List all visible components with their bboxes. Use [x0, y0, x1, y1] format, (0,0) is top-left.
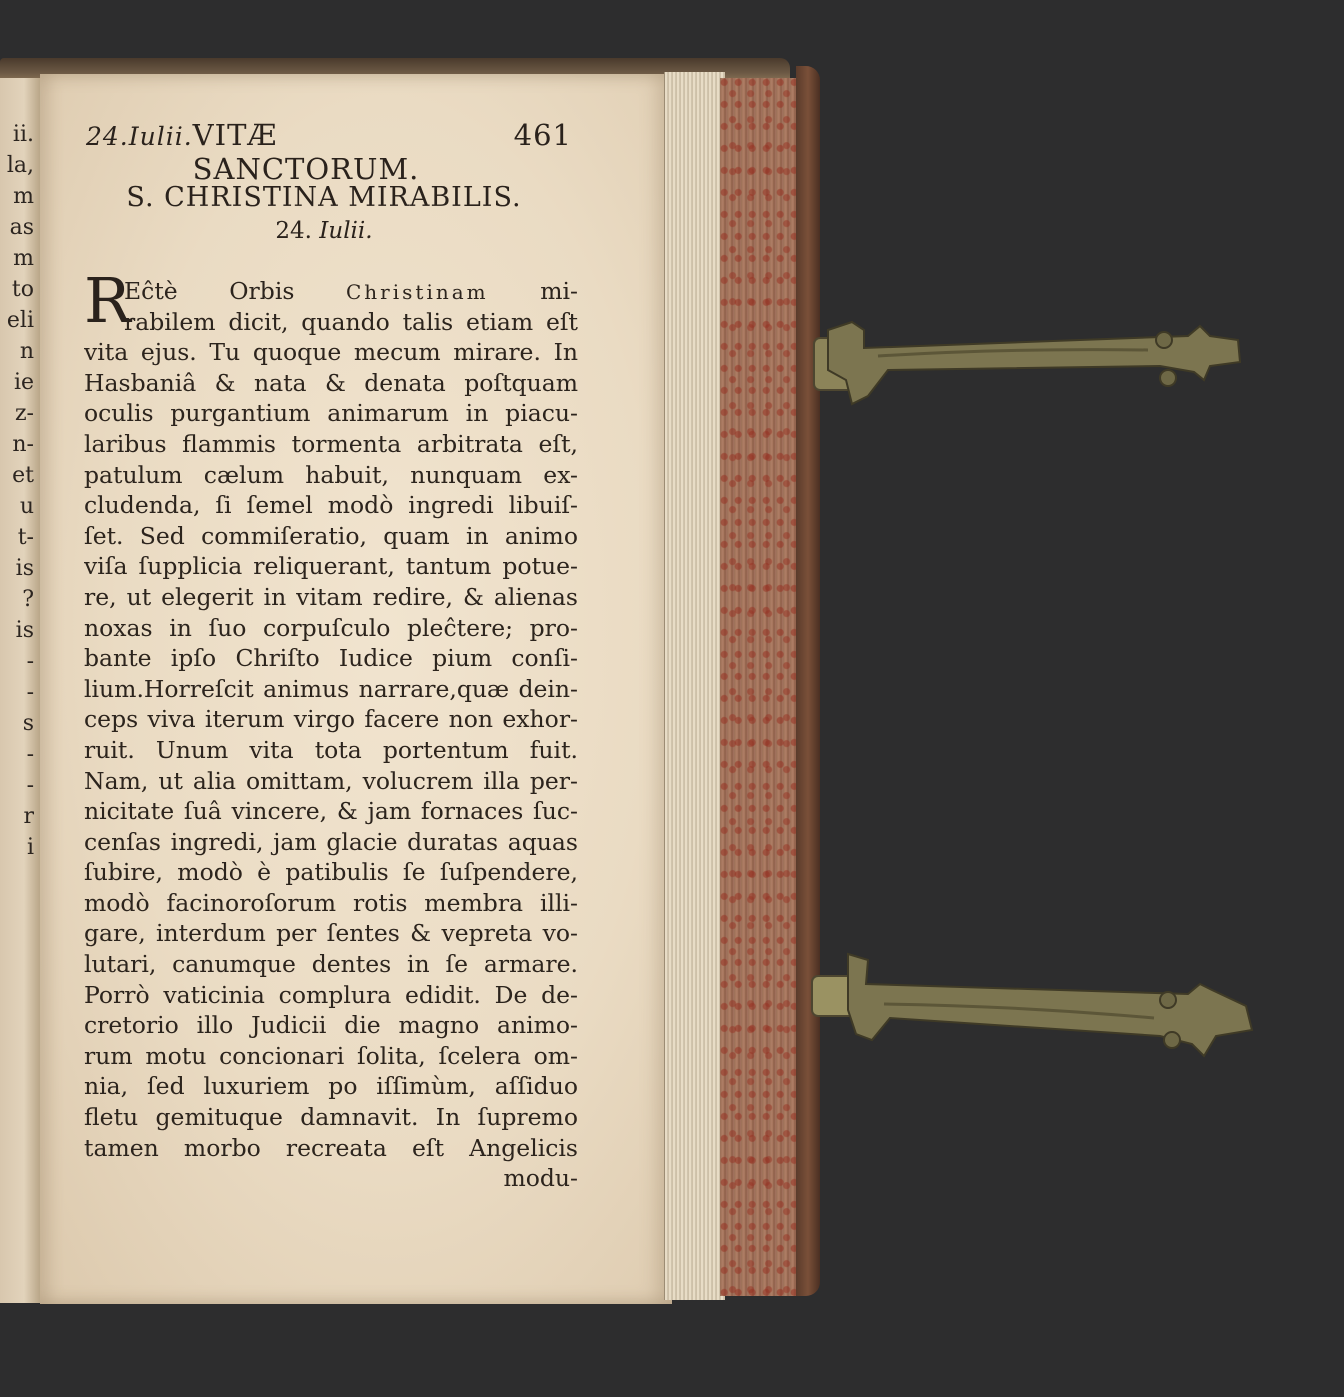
chapter-date-day: 24. [275, 218, 312, 244]
first-line-small-caps: Christinam [346, 280, 489, 304]
left-page-fragment: m [13, 246, 34, 271]
lower-brass-clasp [808, 940, 1268, 1070]
chapter-title: S. CHRISTINA MIRABILIS. [126, 182, 522, 213]
left-page-fragment: - [26, 680, 34, 705]
chapter-date [110, 218, 538, 244]
body-line: Nam, ut alia omittam, volucrem illa per- [84, 766, 578, 795]
left-page-fragment: ie [13, 370, 34, 395]
body-line: ſet. Sed commiſeratio, quam in animo [84, 521, 578, 550]
sprinkled-fore-edge [720, 78, 802, 1296]
body-line: bante ipſo Chriſto Iudice pium conſi- [84, 644, 578, 673]
body-line: re, ut elegerit in vitam redire, & alienas [84, 582, 578, 611]
left-page-fragment: to [11, 277, 34, 302]
first-line-pre: Eĉtè Orbis [124, 277, 295, 305]
body-line: rabilem dicit, quando talis etiam eſt [124, 307, 578, 336]
body-line: tamen morbo recreata eſt Angelicis [84, 1133, 578, 1162]
body-line: cretorio illo Judicii die magno animo- [84, 1011, 578, 1040]
page-block [664, 72, 725, 1300]
catchword: modu- [503, 1164, 578, 1193]
body-line: cludenda, ſi ſemel modò ingredi libuiſ- [84, 491, 578, 520]
left-page-fragment: s [22, 711, 34, 736]
body-line: ruit. Unum vita tota portentum fuit. [84, 735, 578, 764]
left-page-fragment: ? [22, 587, 34, 612]
body-line: Porrò vaticinia complura edidit. De de- [84, 980, 578, 1009]
running-head [86, 118, 572, 186]
left-page-fragment: is [15, 556, 34, 581]
running-head-date: 24.Iulii. [86, 122, 193, 151]
body-line: viſa ſupplicia reliquerant, tantum potue- [84, 552, 578, 581]
body-line: lutari, canumque dentes in ſe armare. [84, 950, 578, 979]
left-page-fragment: la, [6, 153, 34, 178]
left-page-fragment: r [23, 804, 34, 829]
upper-brass-clasp [808, 300, 1258, 420]
body-line: lium.Horreſcit animus narrare,quæ dein- [84, 674, 578, 703]
left-page-fragment: as [9, 215, 34, 240]
left-page-fragment: - [26, 773, 34, 798]
body-line: vita ejus. Tu quoque mecum mirare. In [84, 338, 578, 367]
body-text [84, 276, 578, 1194]
left-page-fragment: n [19, 339, 34, 364]
body-line: cenſas ingredi, jam glacie duratas aquas [84, 827, 578, 856]
body-line: patulum cælum habuit, nunquam ex- [84, 460, 578, 489]
left-page-fragment: et [12, 463, 34, 488]
drop-cap: R [84, 264, 131, 337]
left-page-fragment: z- [14, 401, 34, 426]
left-page-fragment: is [15, 618, 34, 643]
left-facing-page [0, 78, 42, 1303]
body-line: nia, ſed luxuriem po iſſimùm, aſſiduo [84, 1072, 578, 1101]
left-page-fragment: - [26, 649, 34, 674]
body-line-first [84, 276, 578, 307]
left-page-fragment: i [26, 835, 34, 860]
left-page-fragment: n- [12, 432, 34, 457]
leather-cover-edge [796, 66, 820, 1296]
left-page-fragment: eli [6, 308, 34, 333]
body-line: oculis purgantium animarum in piacu- [84, 399, 578, 428]
left-page-fragment: - [26, 742, 34, 767]
left-page-fragment: ii. [12, 122, 34, 147]
first-line-post: mi- [540, 277, 578, 305]
left-page-fragment: m [13, 184, 34, 209]
body-line: noxas in ſuo corpuſculo pleĉtere; pro- [84, 613, 578, 642]
running-head-title: VITÆ SANCTORUM. [192, 118, 420, 186]
body-line: fletu gemituque damnavit. In ſupremo [84, 1103, 578, 1132]
body-line: ceps viva iterum virgo facere non exhor- [84, 705, 578, 734]
body-line: rum motu concionari ſolita, ſcelera om- [84, 1041, 578, 1070]
body-line: Hasbaniâ & nata & denata poſtquam [84, 368, 578, 397]
body-line: nicitate ſuâ vincere, & jam fornaces ſuc- [84, 797, 578, 826]
page-number: 461 [513, 118, 572, 152]
chapter-date-month: Iulii. [319, 218, 373, 244]
body-line: modò facinoroſorum rotis membra illi- [84, 888, 578, 917]
body-line: ſubire, modò è patibulis ſe ſuſpendere, [84, 858, 578, 887]
left-page-fragment: t- [17, 525, 34, 550]
body-line: laribus flammis tormenta arbitrata eſt, [84, 429, 578, 458]
left-page-fragment: u [19, 494, 34, 519]
body-line: gare, interdum per ſentes & vepreta vo- [84, 919, 578, 948]
